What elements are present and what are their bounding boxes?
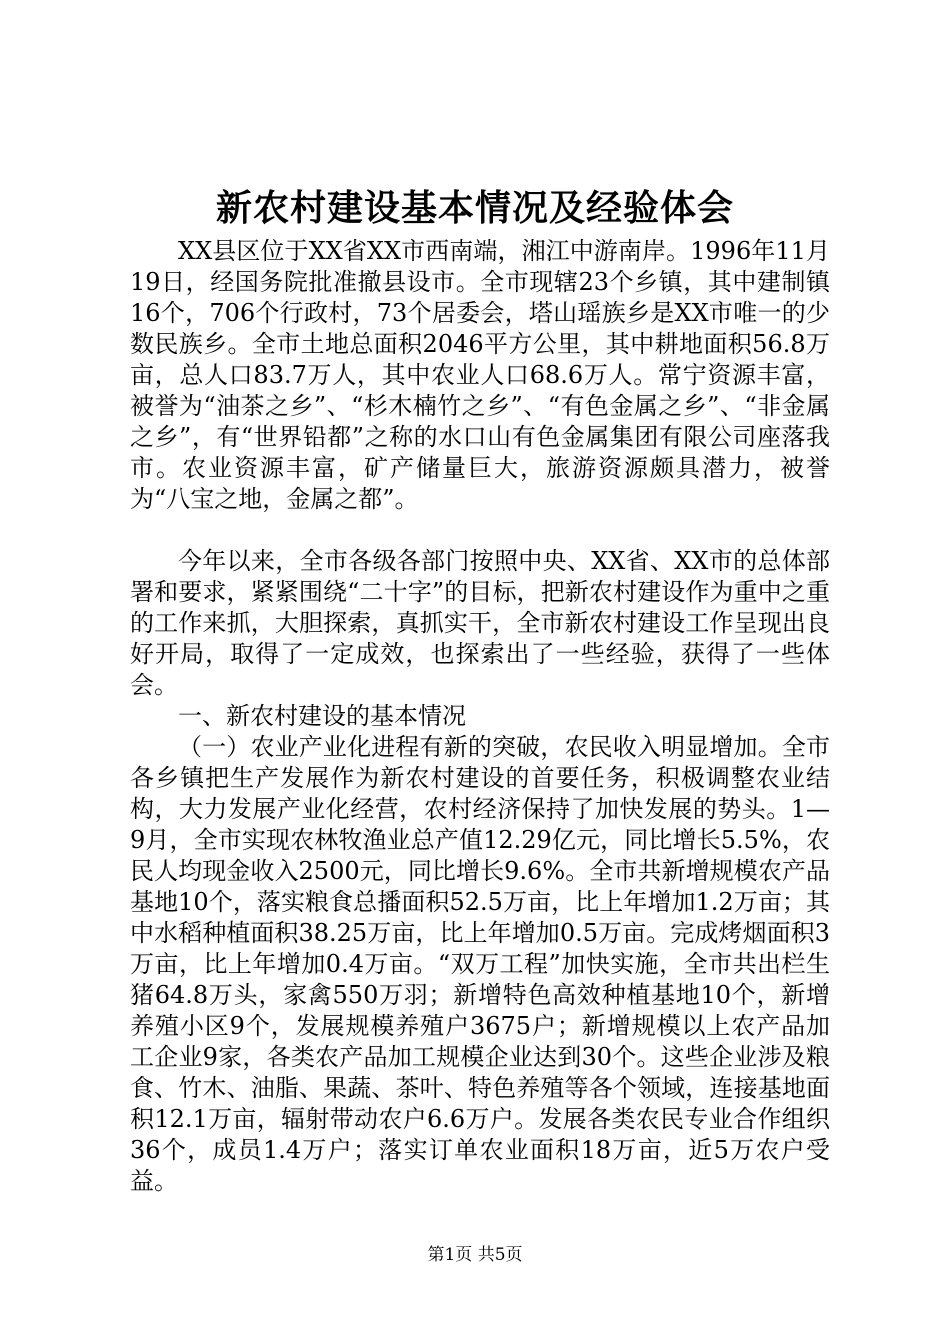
paragraph-progress: 今年以来，全市各级各部门按照中央、XX省、XX市的总体部署和要求，紧紧围绕“二十字”的目标，把新农村建设作为重中之重的工作来抓，大胆探索，真抓实干，全市新农村建设工作呈现出良好开局，取得了一定成效，也探索出了一些经验，获得了一些体会。 — [130, 547, 830, 699]
document-body — [130, 236, 830, 1197]
document-title: 新农村建设基本情况及经验体会 — [215, 187, 734, 229]
page-footer: 第1页 共5页 — [427, 1245, 523, 1265]
paragraph-overview: XX县区位于XX省XX市西南端，湘江中游南岸。1996年11月19日，经国务院批准撤县设市。全市现辖23个乡镇，其中建制镇16个，706个行政村，73个居委会，塔山瑶族乡是XX市唯一的少数民族乡。全市土地总面积2046平方公里，其中耕地面积56.8万亩，总人口83.7万人，其中农业人口68.6万人。常宁资源丰富，被誉为“油茶之乡”、“杉木楠竹之乡”、“有色金属之乡”、“非金属之乡”，有“世界铅都”之称的水口山有色金属集团有限公司座落我市。农业资源丰富，矿产储量巨大，旅游资源颇具潜力，被誉为“八宝之地，金属之都”。 — [130, 237, 830, 513]
section-heading: 一、新农村建设的基本情况 — [178, 702, 466, 730]
paragraph-agriculture: （一）农业产业化进程有新的突破，农民收入明显增加。全市各乡镇把生产发展作为新农村建设的首要任务，积极调整农业结构，大力发展产业化经营，农村经济保持了加快发展的势头。1—9月，全市实现农林牧渔业总产值12.29亿元，同比增长5.5%，农民人均现金收入2500元，同比增长9.6%。全市共新增规模农产品基地10个，落实粮食总播面积52.5万亩，比上年增加1.2万亩；其中水稻种植面积38.25万亩，比上年增加0.5万亩。完成烤烟面积3万亩，比上年增加0.4万亩。“双万工程”加快实施，全市共出栏生猪64.8万头，家禽550万羽；新增特色高效种植基地10个，新增养殖小区9个，发展规模养殖户3675户；新增规模以上农产品加工企业9家，各类农产品加工规模企业达到30个。这些企业涉及粮食、竹木、油脂、果蔬、茶叶、特色养殖等各个领域，连接基地面积12.1万亩，辐射带动农户6.6万户。发展各类农民专业合作组织36个，成员1.4万户；落实订单农业面积18万亩，近5万农户受益。 — [130, 733, 830, 1195]
